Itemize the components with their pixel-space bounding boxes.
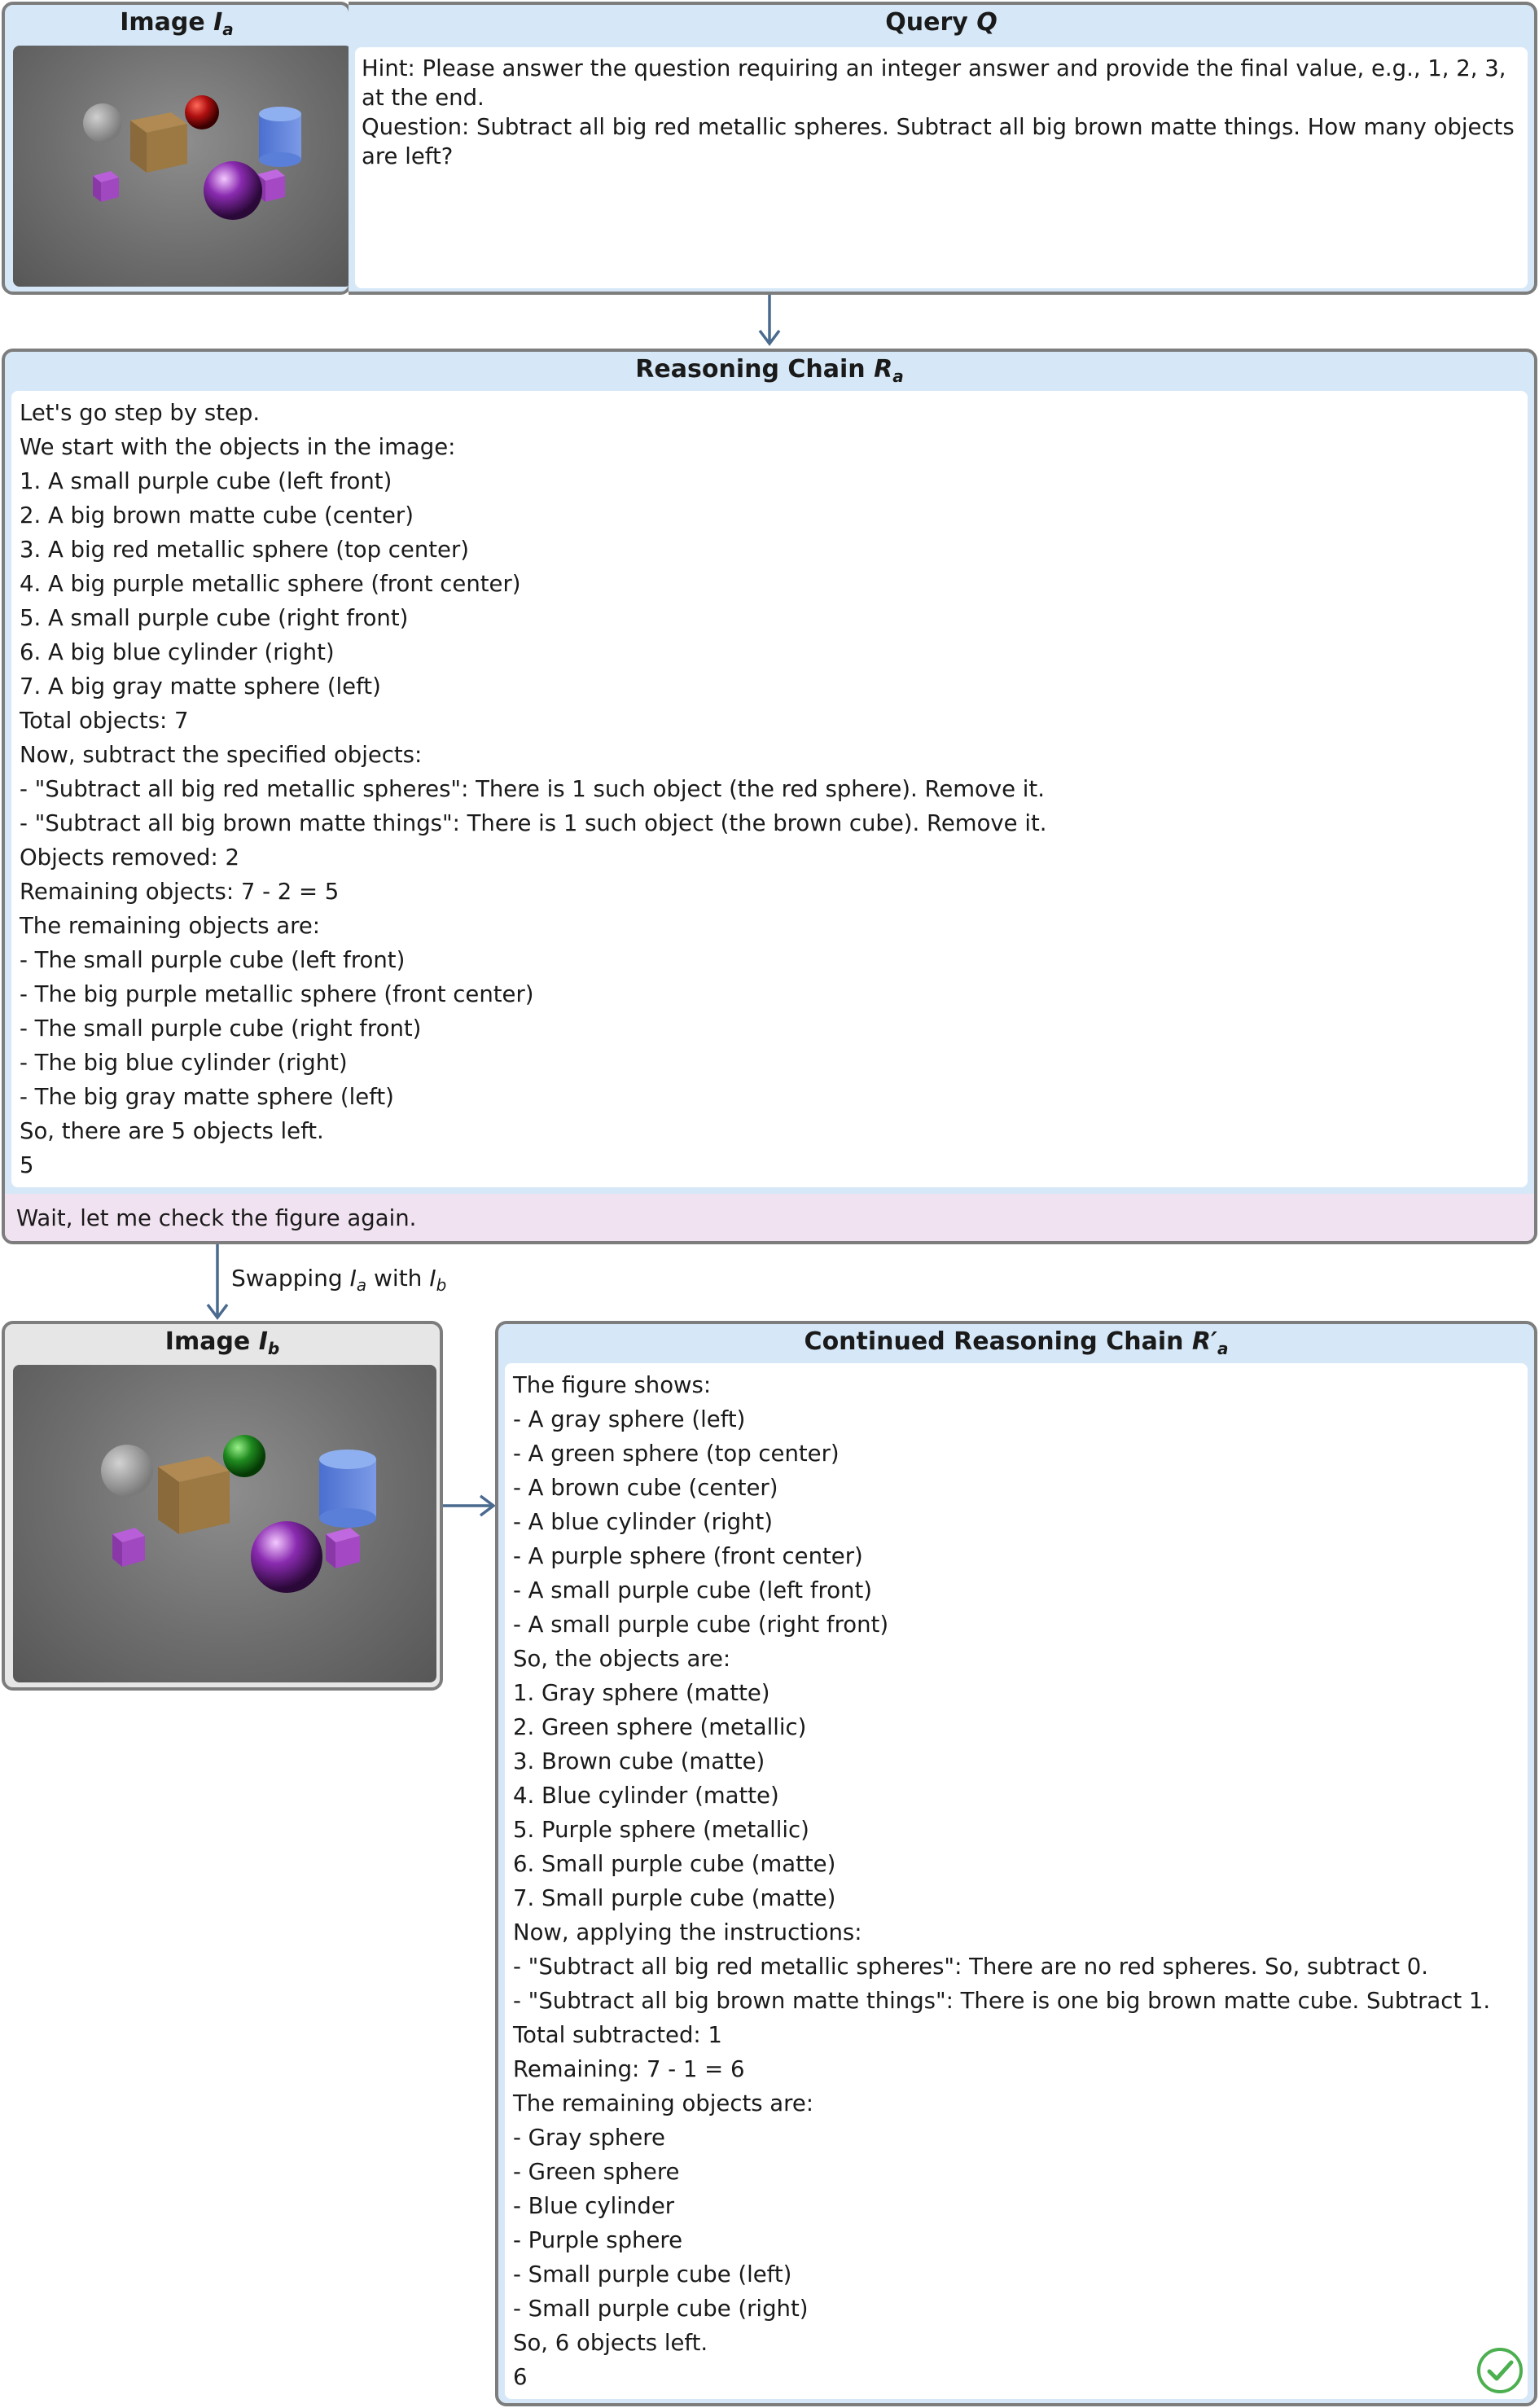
reasoning-line: - "Subtract all big red metallic spheres": There is 1 such object (the red sphere). Remove it. [20,776,1045,802]
reasoning-line: - "Subtract all big red metallic spheres": There are no red spheres. So, subtract 0. [513,1954,1428,1980]
query-title [349,7,1534,39]
reasoning-line: 5. A small purple cube (right front) [20,605,409,631]
reasoning-line: - A purple sphere (front center) [513,1543,863,1569]
reasoning-line: So, the objects are: [513,1646,731,1672]
reasoning-line: 6. Small purple cube (matte) [513,1851,836,1877]
gray-sphere-b [101,1445,153,1497]
wait-bar [5,1194,1534,1243]
image-b-title-text: Image [164,1327,259,1356]
image-b-symbol: I [258,1327,268,1356]
swap-with: with [366,1265,430,1292]
arrow-down-swap [205,1244,230,1321]
arrow-down-1 [757,295,782,347]
wait-text: Wait, let me check the figure again. [16,1205,417,1231]
image-b-subscript: b [267,1339,280,1358]
reasoning-line: The remaining objects are: [20,913,321,939]
blue-cylinder-b [319,1450,376,1528]
query-panel [349,2,1537,295]
continued-symbol: R [1191,1327,1212,1356]
continued-panel [495,1321,1537,2406]
reasoning-line: 2. Green sphere (metallic) [513,1714,807,1740]
reasoning-line: - The big blue cylinder (right) [20,1050,348,1076]
reasoning-line: - Purple sphere [513,2227,683,2253]
purple-sphere-b [251,1521,322,1593]
continued-subscript: a [1217,1339,1229,1358]
reasoning-line: 5. Purple sphere (metallic) [513,1817,809,1843]
check-circle-icon [1475,2346,1524,2395]
purple-cube-right-b [326,1528,360,1568]
reasoning-line: 6 [513,2364,528,2390]
reasoning-a-panel [2,349,1537,1244]
image-a-panel [2,2,352,295]
reasoning-line: Let's go step by step. [20,400,261,426]
reasoning-line: - A green sphere (top center) [513,1441,840,1467]
swap-sym-b: I [429,1265,436,1292]
image-a-symbol: I [213,8,223,37]
image-a-subscript: a [222,20,234,39]
swap-sub-a: a [356,1275,367,1295]
reasoning-line: Total subtracted: 1 [513,2022,722,2048]
reasoning-line: Objects removed: 2 [20,844,240,871]
query-question: Question: Subtract all big red metallic spheres. Subtract all big brown matte things. How many objects are left? [362,114,1515,169]
reasoning-line: 7. A big gray matte sphere (left) [20,673,381,700]
reasoning-line: 1. A small purple cube (left front) [20,468,392,494]
reasoning-line: So, there are 5 objects left. [20,1118,324,1144]
arrow-right [443,1493,497,1518]
query-hint: Hint: Please answer the question requiring an integer answer and provide the final value, e.g., 1, 2, 3, at the end. [362,55,1506,111]
swap-text: Swapping [231,1265,350,1292]
reasoning-line: 6. A big blue cylinder (right) [20,639,335,665]
reasoning-line: 2. A big brown matte cube (center) [20,502,414,529]
image-a-scene [13,46,352,287]
reasoning-line: - Small purple cube (right) [513,2296,809,2322]
swap-label [231,1264,446,1300]
reasoning-a-symbol: R [874,355,893,384]
reasoning-line: - "Subtract all big brown matte things": There is 1 such object (the brown cube). Remove it. [20,810,1047,836]
reasoning-line: Remaining objects: 7 - 2 = 5 [20,879,340,905]
image-b-panel [2,1321,443,1691]
purple-cube-left-a [93,171,119,202]
reasoning-line: So, 6 objects left. [513,2330,708,2356]
reasoning-line: 4. Blue cylinder (matte) [513,1783,779,1809]
reasoning-line: - Gray sphere [513,2125,665,2151]
continued-prime: ′ [1211,1327,1217,1356]
reasoning-line: 7. Small purple cube (matte) [513,1885,836,1911]
clevr-scene-b [13,1365,436,1682]
query-symbol: Q [976,8,998,37]
reasoning-line: 1. Gray sphere (matte) [513,1680,770,1706]
reasoning-line: - The small purple cube (right front) [20,1015,422,1042]
reasoning-line: - The small purple cube (left front) [20,947,406,973]
gray-sphere-a [83,103,122,143]
reasoning-line: - "Subtract all big brown matte things": There is one big brown matte cube. Subtract 1. [513,1988,1491,2014]
reasoning-line: - A small purple cube (left front) [513,1577,872,1603]
purple-sphere-a [204,161,262,220]
reasoning-line: - The big purple metallic sphere (front center) [20,981,534,1007]
swap-sub-b: b [436,1275,447,1295]
reasoning-line: - A brown cube (center) [513,1475,778,1501]
reasoning-line: The remaining objects are: [513,2090,814,2116]
reasoning-line: 5 [20,1152,34,1178]
purple-cube-left-b [112,1528,145,1567]
brown-cube-b [158,1456,230,1534]
reasoning-line: Now, applying the instructions: [513,1919,862,1945]
clevr-scene-a [13,46,352,287]
image-a-title [5,7,349,46]
swap-sym-a: I [349,1265,357,1292]
green-sphere-b [223,1435,265,1477]
reasoning-line: We start with the objects in the image: [20,434,456,460]
image-b-title [5,1326,440,1365]
continued-content [505,1363,1528,2399]
query-title-text: Query [885,8,977,37]
reasoning-a-title [5,353,1534,393]
reasoning-line: - A blue cylinder (right) [513,1509,774,1535]
reasoning-line: 3. A big red metallic sphere (top center) [20,537,470,563]
reasoning-a-content [11,391,1528,1187]
image-b-scene [13,1365,436,1682]
brown-cube-a [130,112,187,173]
continued-title [498,1326,1534,1365]
reasoning-line: - Green sphere [513,2159,680,2185]
reasoning-line: - Small purple cube (left) [513,2261,792,2287]
reasoning-line: - A small purple cube (right front) [513,1612,889,1638]
image-a-title-text: Image [120,8,214,37]
red-sphere-a [185,95,219,129]
reasoning-line: 3. Brown cube (matte) [513,1748,765,1774]
reasoning-line: Remaining: 7 - 1 = 6 [513,2056,745,2082]
reasoning-a-subscript: a [892,366,904,386]
continued-title-text: Continued Reasoning Chain [804,1327,1192,1356]
reasoning-a-title-text: Reasoning Chain [635,355,875,384]
reasoning-line: 4. A big purple metallic sphere (front center) [20,571,521,597]
reasoning-line: - A gray sphere (left) [513,1406,746,1432]
query-content [355,47,1528,288]
reasoning-line: Total objects: 7 [20,708,189,734]
reasoning-line: Now, subtract the specified objects: [20,742,423,768]
reasoning-line: - Blue cylinder [513,2193,675,2219]
blue-cylinder-a [259,107,301,167]
reasoning-line: The figure shows: [513,1372,712,1398]
reasoning-line: - The big gray matte sphere (left) [20,1084,394,1110]
